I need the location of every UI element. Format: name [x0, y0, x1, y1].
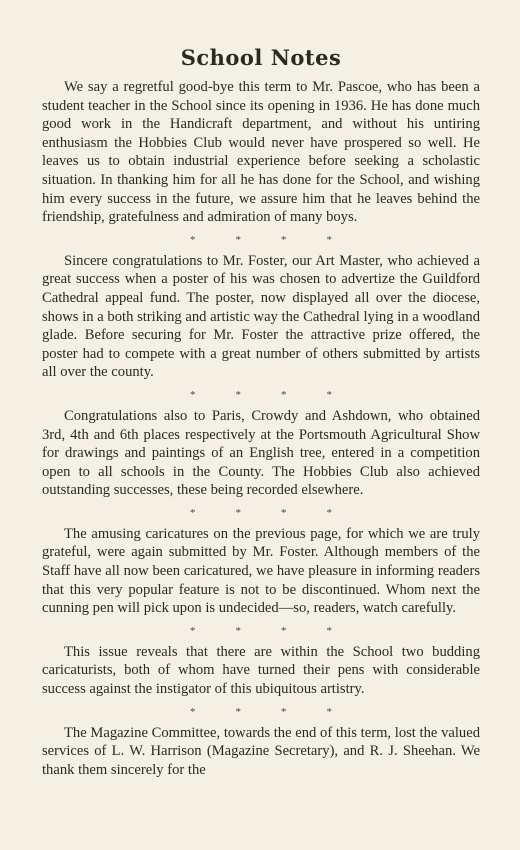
- divider-asterisk: *: [235, 506, 241, 519]
- divider-asterisk: *: [326, 624, 332, 637]
- paragraph-magazine-committee: The Magazine Committee, towards the end of this term, lost the valued services of L. W. Harrison (Magazine Secretary), and R. J. Sheehan. We thank them sincerely for the: [42, 724, 480, 778]
- divider-asterisk: *: [281, 233, 287, 246]
- divider-asterisk: *: [281, 705, 287, 718]
- paragraph-foster-poster: Sincere congratulations to Mr. Foster, our Art Master, who achieved a great success when a poster of his was chosen to advertize the Guildford Cathedral appeal fund. The poster, now displayed all over the diocese, shows in a both striking and artistic way the Cathedral lying in a woodland glade. Before securing for Mr. Foster the attractive prize offered, the poster had to compete with a great number of others submitted by artists all over the county.: [42, 252, 480, 381]
- divider-asterisk: *: [235, 233, 241, 246]
- section-divider: [42, 624, 480, 638]
- paragraph-agricultural-show: Congratulations also to Paris, Crowdy and Ashdown, who obtained 3rd, 4th and 6th places respectively at the Portsmouth Agricultural Show for drawings and paintings of an English tree, entered in a competition open to all schools in the County. The Hobbies Club also achieved outstanding successes, these being recorded elsewhere.: [42, 407, 480, 499]
- divider-asterisk: *: [190, 506, 196, 519]
- divider-asterisk: *: [281, 388, 287, 401]
- divider-asterisk: *: [326, 506, 332, 519]
- section-divider: [42, 705, 480, 719]
- divider-asterisk: *: [235, 624, 241, 637]
- divider-asterisk: *: [326, 233, 332, 246]
- divider-asterisk: *: [281, 624, 287, 637]
- divider-asterisk: *: [190, 624, 196, 637]
- divider-asterisk: *: [190, 705, 196, 718]
- divider-asterisk: *: [281, 506, 287, 519]
- page-title: School Notes: [180, 45, 342, 70]
- divider-asterisk: *: [190, 233, 196, 246]
- divider-asterisk: *: [235, 388, 241, 401]
- divider-asterisk: *: [190, 388, 196, 401]
- paragraph-budding-caricaturists: This issue reveals that there are within the School two budding caricaturists, both of whom have turned their pens with considerable success against the instigator of this ubiquitous artistry.: [42, 643, 480, 698]
- divider-asterisk: *: [326, 705, 332, 718]
- section-divider: [42, 388, 480, 402]
- section-divider: [42, 506, 480, 520]
- paragraph-caricatures: The amusing caricatures on the previous page, for which we are truly grateful, were again submitted by Mr. Foster. Although members of the Staff have all now been caricatured, we have pleasure in informing readers that this very popular feature is not to be discontinued. Whom next the cunning pen will pick upon is undecided—so, readers, watch carefully.: [42, 525, 480, 617]
- divider-asterisk: *: [326, 388, 332, 401]
- divider-asterisk: *: [235, 705, 241, 718]
- page: [42, 44, 480, 779]
- section-divider: [42, 233, 480, 247]
- paragraph-pascoe: We say a regretful good-bye this term to Mr. Pascoe, who has been a student teacher in the School since its opening in 1936. He has done much good work in the Handicraft department, and without his untiring enthusiasm the Hobbies Club would never have prospered so well. He leaves us to obtain industrial experience before seeking a scholastic situation. In thanking him for all he has done for the School, and wishing him every success in the future, we assure him that he leaves behind the friendship, gratefulness and admiration of many boys.: [42, 79, 480, 226]
